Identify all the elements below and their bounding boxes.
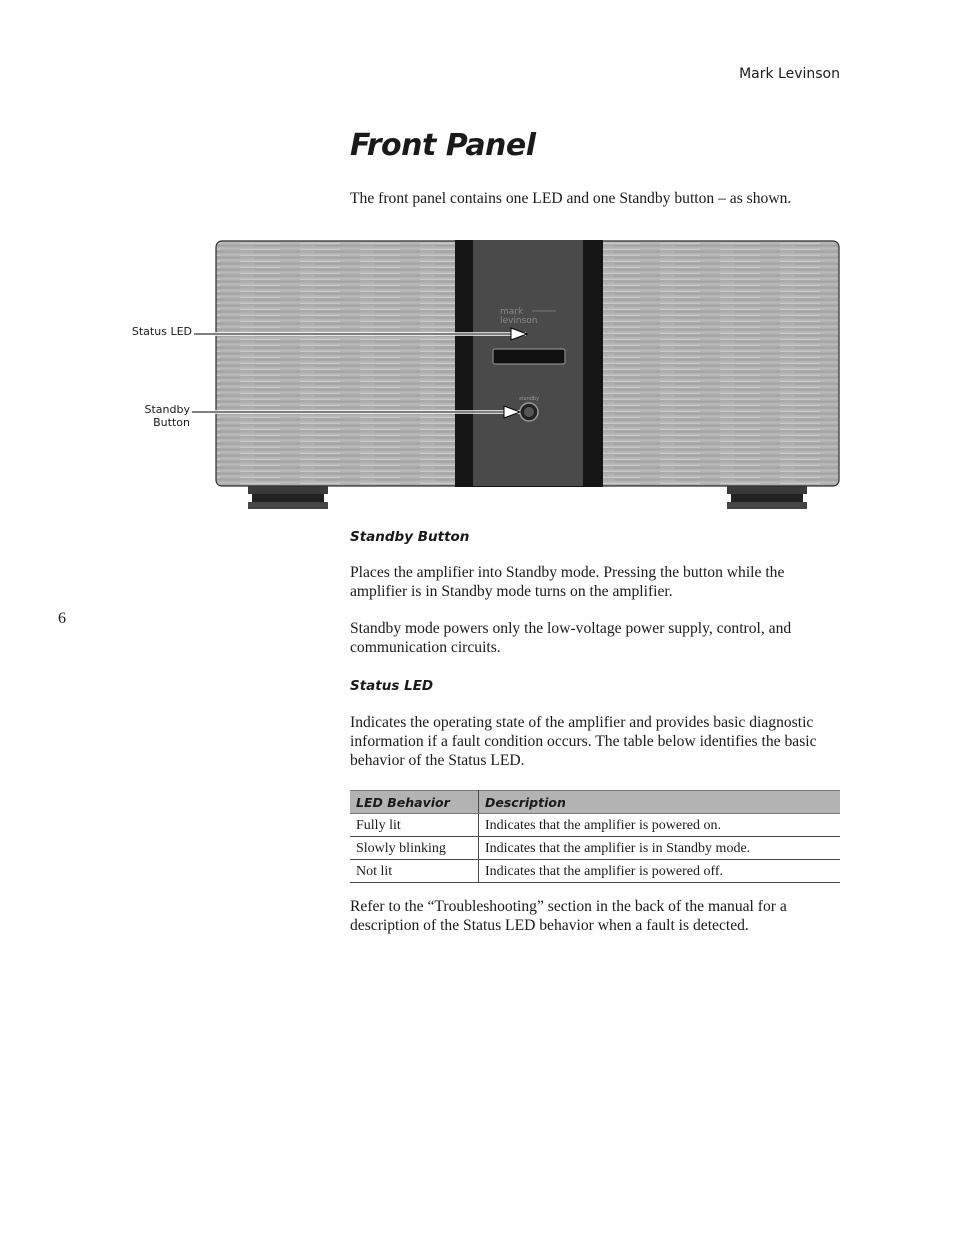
table-row: [350, 860, 840, 883]
table-cell: Slowly blinking: [350, 837, 479, 860]
callout-standby-line2: Button: [153, 416, 190, 429]
logo-line1: mark: [500, 307, 524, 317]
amplifier-illustration: [120, 236, 844, 516]
standby-paragraph-2: Standby mode powers only the low-voltage power supply, control, and communication circuits.: [350, 620, 792, 656]
intro-paragraph: The front panel contains one LED and one Standby button – as shown.: [350, 190, 792, 207]
status-led-paragraph: Indicates the operating state of the amplifier and provides basic diagnostic information if a fault condition occurs. The table below identifies the basic behavior of the Status LED.: [350, 714, 817, 769]
front-panel-figure: [120, 236, 844, 516]
table-header-row: [350, 791, 840, 814]
table-row: [350, 837, 840, 860]
table-cell: Not lit: [350, 860, 479, 883]
table-cell: Indicates that the amplifier is powered off.: [479, 860, 841, 883]
callout-standby-line1: Standby: [144, 403, 190, 416]
callout-standby-button: [120, 403, 190, 429]
troubleshooting-paragraph: Refer to the “Troubleshooting” section in the back of the manual for a description of the Status LED behavior when a fault is detected.: [350, 898, 787, 934]
status-led-heading: Status LED: [350, 678, 434, 694]
table-cell: Fully lit: [350, 814, 479, 837]
table-row: [350, 814, 840, 837]
table-cell: Indicates that the amplifier is in Standby mode.: [479, 837, 841, 860]
page-title: Front Panel: [350, 128, 536, 163]
left-foot: [248, 486, 328, 509]
logo-line2: levinson: [500, 316, 538, 326]
callout-status-led: Status LED: [131, 325, 192, 338]
table-cell: Indicates that the amplifier is powered on.: [479, 814, 841, 837]
standby-paragraph-1: Places the amplifier into Standby mode. Pressing the button while the amplifier is in Standby mode turns on the amplifier.: [350, 564, 785, 600]
led-behavior-table: [350, 790, 840, 883]
table-header-description: Description: [479, 791, 841, 814]
table-header-behavior: LED Behavior: [350, 791, 479, 814]
display-window: [493, 349, 565, 364]
right-foot: [727, 486, 807, 509]
standby-heading: Standby Button: [350, 529, 470, 545]
page-number: 6: [58, 610, 66, 627]
button-label: standby: [518, 396, 540, 402]
header-brand: Mark Levinson: [739, 66, 840, 82]
